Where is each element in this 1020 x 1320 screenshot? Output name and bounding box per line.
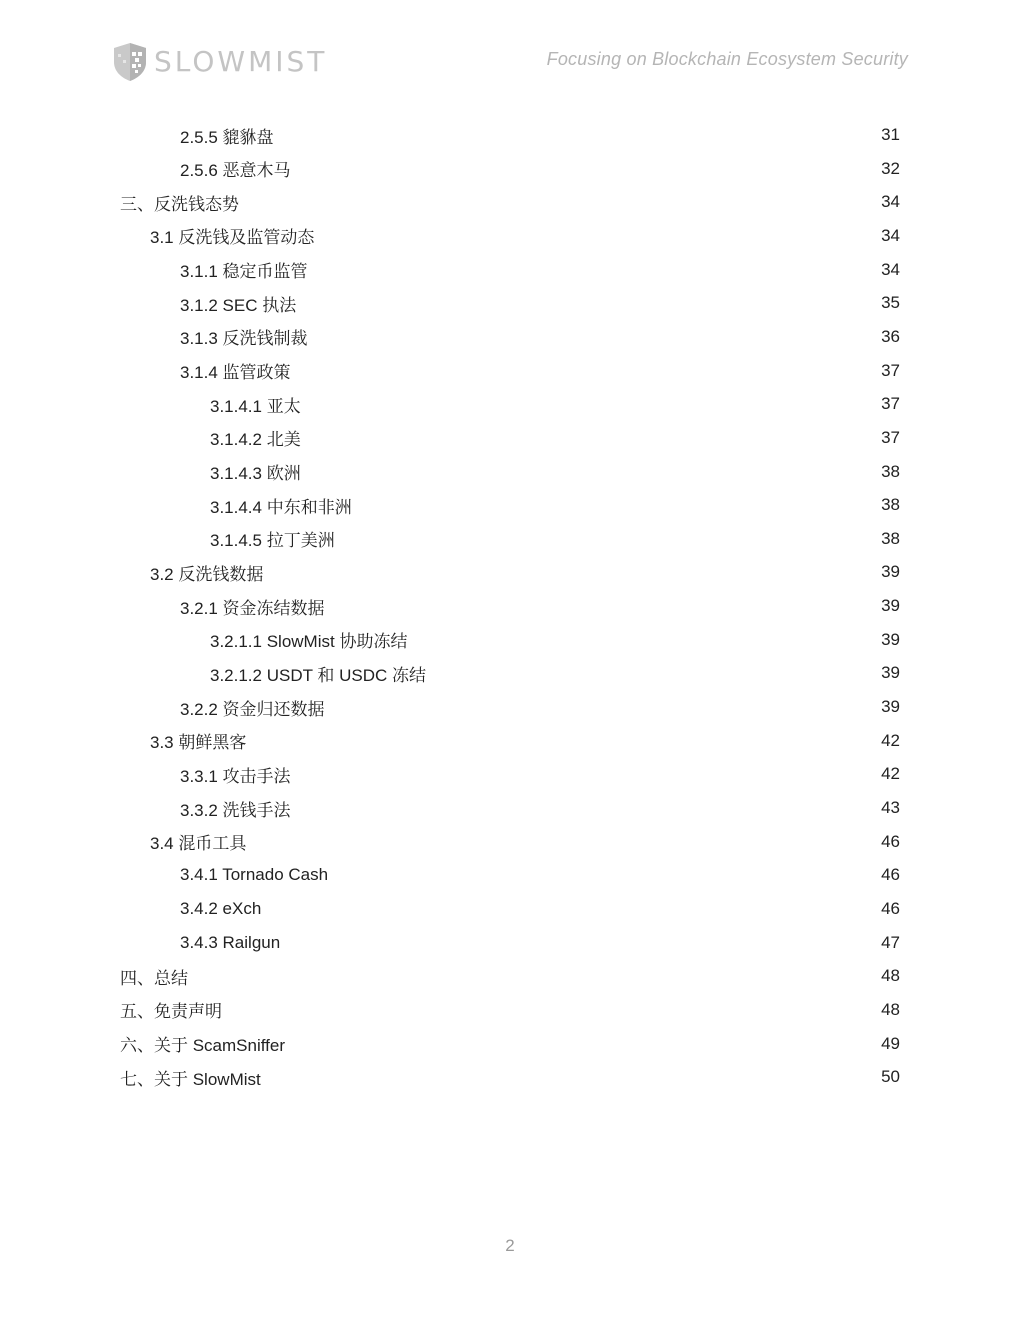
- toc-entry-page-number: 34: [881, 225, 900, 245]
- toc-entry-title: 3.1.4 监管政策: [180, 363, 291, 383]
- toc-entry[interactable]: [150, 219, 900, 253]
- toc-entry-page-number: 39: [881, 663, 900, 683]
- toc-entry[interactable]: [180, 320, 900, 354]
- toc-entry-title: 3.2 反洗钱数据: [150, 564, 264, 584]
- toc-entry[interactable]: [210, 421, 900, 455]
- toc-entry-title: 3.4 混币工具: [150, 834, 247, 854]
- toc-entry[interactable]: [180, 118, 900, 152]
- toc-entry-title: 3.1.4.4 中东和非洲: [210, 497, 352, 517]
- toc-entry-page-number: 49: [881, 1033, 900, 1053]
- toc-entry-title: 四、总结: [120, 968, 188, 988]
- toc-entry-page-number: 37: [881, 360, 900, 380]
- toc-entry[interactable]: [180, 253, 900, 287]
- toc-entry-title: 3.1.4.2 北美: [210, 430, 301, 450]
- toc-entry[interactable]: [120, 993, 900, 1027]
- slowmist-logo: [110, 42, 327, 82]
- toc-entry-title: 3.1.3 反洗钱制裁: [180, 329, 308, 349]
- toc-entry[interactable]: [210, 623, 900, 657]
- toc-entry[interactable]: [150, 555, 900, 589]
- toc-entry-title: 3.2.1 资金冻结数据: [180, 598, 325, 618]
- toc-entry-title: 三、反洗钱态势: [120, 194, 239, 214]
- toc-entry[interactable]: [180, 690, 900, 724]
- shield-logo-icon: [110, 42, 150, 82]
- toc-entry-page-number: 46: [881, 898, 900, 918]
- toc-entry-title: 3.3.1 攻击手法: [180, 766, 291, 786]
- toc-entry[interactable]: [120, 1027, 900, 1061]
- toc-entry[interactable]: [180, 589, 900, 623]
- toc-entry-page-number: 34: [881, 192, 900, 212]
- toc-entry[interactable]: [180, 286, 900, 320]
- toc-entry[interactable]: [180, 757, 900, 791]
- toc-entry-title: 2.5.6 恶意木马: [180, 161, 291, 181]
- toc-entry[interactable]: [120, 959, 900, 993]
- toc-entry-page-number: 48: [881, 966, 900, 986]
- toc-entry-title: 3.1.1 稳定币监管: [180, 262, 308, 282]
- toc-entry-page-number: 42: [881, 764, 900, 784]
- toc-entry-title: 五、免责声明: [120, 1002, 222, 1022]
- toc-entry-title: 3.3 朝鲜黑客: [150, 733, 247, 753]
- toc-entry-title: 3.4.1 Tornado Cash: [180, 865, 329, 885]
- toc-entry-page-number: 39: [881, 697, 900, 717]
- toc-entry[interactable]: [150, 724, 900, 758]
- toc-entry-page-number: 38: [881, 495, 900, 515]
- toc-entry-page-number: 32: [881, 158, 900, 178]
- toc-entry-page-number: 38: [881, 461, 900, 481]
- toc-entry-page-number: 38: [881, 528, 900, 548]
- toc-entry-title: 3.4.3 Railgun: [180, 932, 281, 952]
- toc-entry-page-number: 37: [881, 394, 900, 414]
- toc-entry[interactable]: [120, 1060, 900, 1094]
- toc-entry[interactable]: [210, 455, 900, 489]
- toc-entry-page-number: 46: [881, 831, 900, 851]
- toc-entry-page-number: 39: [881, 629, 900, 649]
- header-tagline: Focusing on Blockchain Ecosystem Security: [546, 49, 908, 69]
- toc-entry[interactable]: [180, 791, 900, 825]
- toc-entry-page-number: 34: [881, 259, 900, 279]
- toc-entry-title: 3.1.4.5 拉丁美洲: [210, 531, 335, 551]
- toc-entry-page-number: 37: [881, 427, 900, 447]
- toc-entry[interactable]: [180, 354, 900, 388]
- toc-entry-page-number: 31: [881, 125, 900, 144]
- toc-entry-page-number: 43: [881, 798, 900, 817]
- toc-entry-title: 3.1 反洗钱及监管动态: [150, 228, 315, 248]
- toc-entry[interactable]: [180, 152, 900, 186]
- toc-entry-page-number: 39: [881, 562, 900, 582]
- toc-entry-page-number: 42: [881, 730, 900, 750]
- toc-entry[interactable]: [210, 387, 900, 421]
- toc-entry-page-number: 50: [881, 1067, 900, 1087]
- toc-entry-title: 3.2.1.2 USDT 和 USDC 冻结: [210, 665, 427, 685]
- toc-entry-page-number: 46: [881, 865, 900, 885]
- toc-entry[interactable]: [120, 185, 900, 219]
- toc-entry-title: 3.1.2 SEC 执法: [180, 295, 297, 315]
- logo-text: SLOWMIST: [154, 45, 328, 78]
- toc-entry-title: 3.3.2 洗钱手法: [180, 800, 291, 820]
- toc-entry[interactable]: [210, 488, 900, 522]
- toc-entry-page-number: 36: [881, 326, 900, 346]
- toc-entry-title: 3.2.1.1 SlowMist 协助冻结: [210, 632, 408, 652]
- toc-entry-page-number: 35: [881, 293, 900, 313]
- page-header: [0, 0, 1020, 100]
- toc-entry[interactable]: [210, 522, 900, 556]
- toc-entry[interactable]: [150, 825, 900, 859]
- toc-entry-title: 七、关于 SlowMist: [120, 1069, 261, 1089]
- toc-entry-title: 3.2.2 资金归还数据: [180, 699, 325, 719]
- toc-entry-title: 2.5.5 貔貅盘: [180, 127, 274, 147]
- toc-entry-page-number: 39: [881, 596, 900, 616]
- toc-entry-title: 六、关于 ScamSniffer: [120, 1036, 286, 1056]
- toc-entry[interactable]: [210, 656, 900, 690]
- toc-entry[interactable]: [180, 858, 900, 892]
- toc-entry-title: 3.4.2 eXch: [180, 898, 262, 918]
- toc-entry-page-number: 48: [881, 999, 900, 1019]
- toc-entry-title: 3.1.4.1 亚太: [210, 396, 301, 416]
- toc-entry[interactable]: [180, 892, 900, 926]
- toc-entry[interactable]: [180, 926, 900, 960]
- toc-entry-title: 3.1.4.3 欧洲: [210, 464, 301, 483]
- page-number: 2: [505, 1236, 515, 1255]
- toc-entry-page-number: 47: [881, 932, 900, 952]
